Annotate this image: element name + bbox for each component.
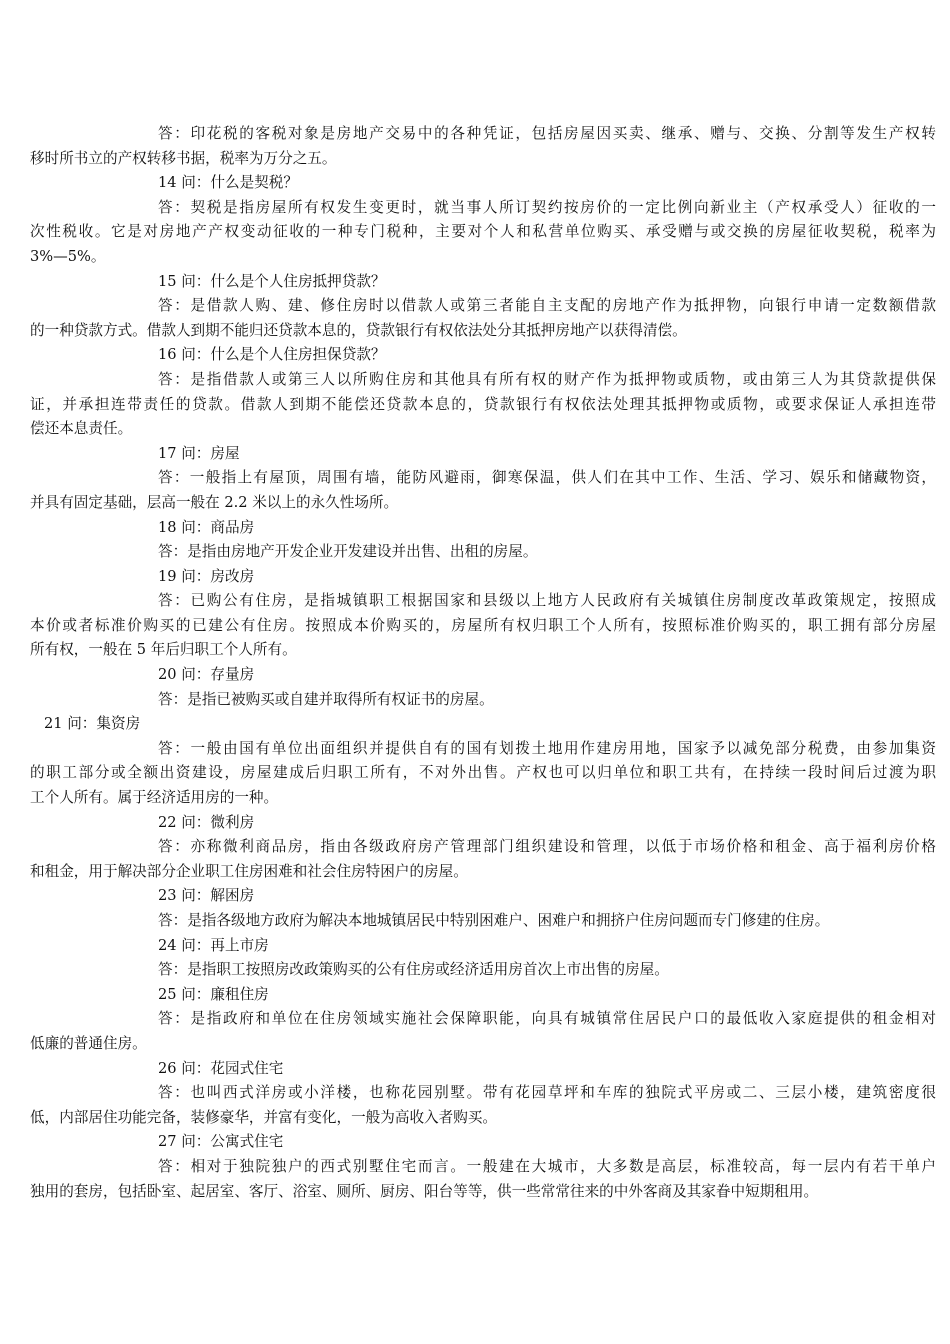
answer-continuation-line: 偿还本息责任。 <box>30 420 133 438</box>
answer-line: 答：也叫西式洋房或小洋楼，也称花园别墅。带有花园草坪和车库的独院式平房或二、三层小楼，建筑密度很 <box>158 1084 936 1102</box>
question-line: 27 问：公寓式住宅 <box>158 1133 284 1151</box>
answer-line: 答：已购公有住房，是指城镇职工根据国家和县级以上地方人民政府有关城镇住房制度改革政策规定，按照成 <box>158 592 936 610</box>
document-body <box>30 122 936 1204</box>
answer-continuation-line: 的职工部分或全额出资建设，房屋建成后归职工所有，不对外出售。产权也可以归单位和职工共有，在持续一段时间后过渡为职 <box>30 764 936 782</box>
question-line: 26 问：花园式住宅 <box>158 1059 284 1077</box>
question-line: 20 问：存量房 <box>158 666 255 684</box>
question-line: 14 问：什么是契税？ <box>158 174 298 192</box>
question-line: 24 问：再上市房 <box>158 936 269 954</box>
answer-continuation-line: 所有权，一般在 5 年后归职工个人所有。 <box>30 641 297 659</box>
answer-continuation-line: 低，内部居住功能完备，装修豪华，并富有变化，一般为高收入者购买。 <box>30 1108 498 1126</box>
answer-line: 答：一般由国有单位出面组织并提供自有的国有划拨土地用作建房用地，国家予以减免部分税费，由参加集资 <box>158 739 936 757</box>
answer-line: 答：是借款人购、建、修住房时以借款人或第三者能自主支配的房地产作为抵押物，向银行申请一定数额借款 <box>158 297 936 315</box>
answer-line: 答：是指政府和单位在住房领域实施社会保障职能，向具有城镇常住居民户口的最低收入家庭提供的租金相对 <box>158 1010 936 1028</box>
answer-line: 答：是指职工按照房改政策购买的公有住房或经济适用房首次上市出售的房屋。 <box>158 961 669 979</box>
question-line: 22 问：微利房 <box>158 813 255 831</box>
answer-continuation-line: 和租金，用于解决部分企业职工住房困难和社会住房特困户的房屋。 <box>30 862 468 880</box>
question-line: 18 问：商品房 <box>158 518 255 536</box>
question-line: 21 问：集资房 <box>44 715 141 733</box>
answer-line: 答：是指已被购买或自建并取得所有权证书的房屋。 <box>158 690 494 708</box>
answer-line: 答：是指借款人或第三人以所购住房和其他具有所有权的财产作为抵押物或质物，或由第三人为其贷款提供保 <box>158 370 936 388</box>
answer-continuation-line: 并具有固定基础，层高一般在 2.2 米以上的永久性场所。 <box>30 493 399 511</box>
answer-continuation-line: 次性税收。它是对房地产产权变动征收的一种专门税种，主要对个人和私营单位购买、承受赠与或交换的房屋征收契税，税率为 <box>30 223 936 241</box>
answer-line: 答：亦称微利商品房，指由各级政府房产管理部门组织建设和管理，以低于市场价格和租金、高于福利房价格 <box>158 838 936 856</box>
answer-line: 答：是指由房地产开发企业开发建设并出售、出租的房屋。 <box>158 543 538 561</box>
answer-line: 答：一般指上有屋顶，周围有墙，能防风避雨，御寒保温，供人们在其中工作、生活、学习、娱乐和储藏物资， <box>158 469 936 487</box>
answer-continuation-line: 证，并承担连带责任的贷款。借款人到期不能偿还贷款本息的，贷款银行有权依法处理其抵押物或质物，或要求保证人承担连带 <box>30 395 936 413</box>
question-line: 19 问：房改房 <box>158 567 255 585</box>
answer-continuation-line: 低廉的普通住房。 <box>30 1034 147 1052</box>
answer-line: 答：印花税的客税对象是房地产交易中的各种凭证，包括房屋因买卖、继承、赠与、交换、分割等发生产权转 <box>158 125 936 142</box>
answer-line: 答：契税是指房屋所有权发生变更时，就当事人所订契约按房价的一定比例向新业主（产权承受人）征收的一 <box>158 198 936 216</box>
question-line: 15 问：什么是个人住房抵押贷款？ <box>158 272 386 290</box>
answer-continuation-line: 的一种贷款方式。借款人到期不能归还贷款本息的，贷款银行有权依法处分其抵押房地产以获得清偿。 <box>30 321 687 339</box>
answer-continuation-line: 3%—5%。 <box>30 247 106 265</box>
answer-continuation-line: 独用的套房，包括卧室、起居室、客厅、浴室、厕所、厨房、阳台等等，供一些常常往来的中外客商及其家眷中短期租用。 <box>30 1182 819 1200</box>
answer-continuation-line: 本价或者标准价购买的已建公有住房。按照成本价购买的，房屋所有权归职工个人所有，按照标准价购买的，职工拥有部分房屋 <box>30 616 936 634</box>
question-line: 16 问：什么是个人住房担保贷款？ <box>158 346 386 364</box>
answer-line: 答：相对于独院独户的西式别墅住宅而言。一般建在大城市，大多数是高层，标准较高，每一层内有若干单户 <box>158 1157 936 1175</box>
answer-continuation-line: 移时所书立的产权转移书据，税率为万分之五。 <box>30 149 337 167</box>
question-line: 25 问：廉租住房 <box>158 985 269 1003</box>
question-line: 23 问：解困房 <box>158 887 255 905</box>
answer-continuation-line: 工个人所有。属于经济适用房的一种。 <box>30 789 279 807</box>
answer-line: 答：是指各级地方政府为解决本地城镇居民中特别困难户、困难户和拥挤户住房问题而专门修建的住房。 <box>158 912 830 929</box>
question-line: 17 问：房屋 <box>158 444 240 462</box>
